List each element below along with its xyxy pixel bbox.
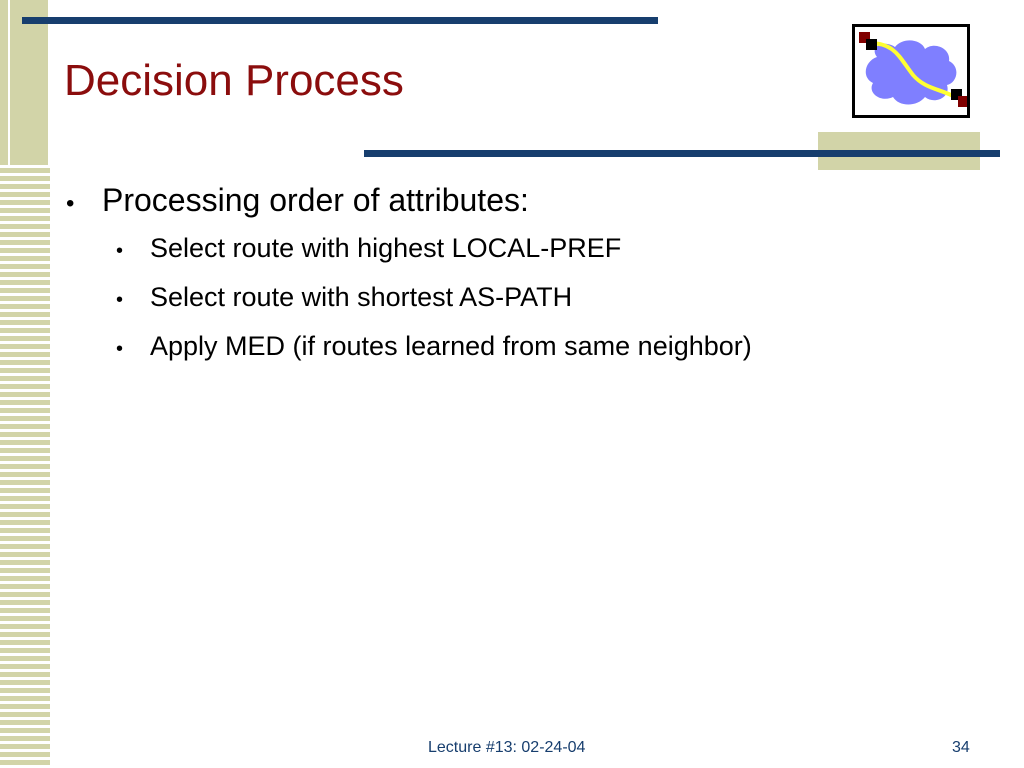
source-node-front bbox=[866, 39, 877, 50]
bullet-icon: • bbox=[66, 190, 75, 217]
bullet-level2 bbox=[112, 331, 962, 362]
top-rule bbox=[22, 17, 658, 24]
bullet-text: Apply MED (if routes learned from same neighbor) bbox=[150, 331, 752, 361]
bullet-icon: • bbox=[116, 289, 124, 311]
bullet-icon: • bbox=[116, 240, 124, 262]
left-stripe-header bbox=[0, 0, 50, 165]
bullet-level2 bbox=[112, 282, 962, 313]
footer-lecture-label: Lecture #13: 02-24-04 bbox=[428, 739, 586, 756]
title-underline-rule bbox=[364, 150, 1000, 157]
slide-body bbox=[62, 182, 962, 380]
footer-page-number: 34 bbox=[952, 739, 970, 756]
bullet-icon: • bbox=[116, 338, 124, 360]
dest-node-front bbox=[958, 96, 967, 107]
network-logo bbox=[852, 24, 970, 118]
bullet-text: Select route with shortest AS-PATH bbox=[150, 282, 573, 312]
bullet-level2 bbox=[112, 233, 962, 264]
slide-title: Decision Process bbox=[64, 56, 404, 105]
bullet-text: Processing order of attributes: bbox=[102, 182, 529, 218]
network-cloud-icon bbox=[855, 27, 967, 115]
bullet-text: Select route with highest LOCAL-PREF bbox=[150, 233, 622, 263]
bullet-level1 bbox=[62, 182, 962, 219]
